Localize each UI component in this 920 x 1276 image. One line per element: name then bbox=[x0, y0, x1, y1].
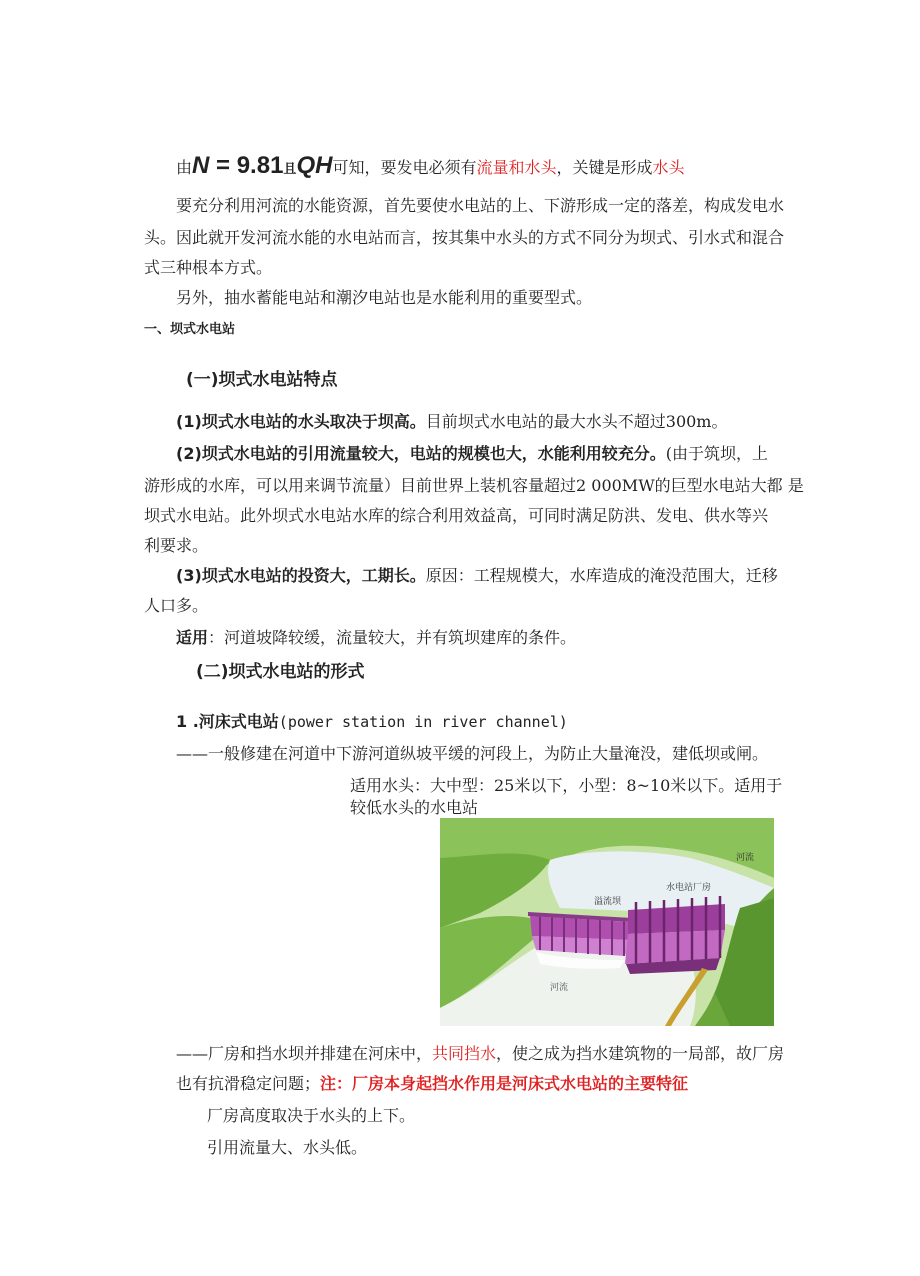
after-figure-line1 bbox=[176, 1044, 784, 1064]
after-figure-line3: 厂房高度取决于水头的上下。 bbox=[207, 1106, 416, 1125]
after-line1-a: ——厂房和挡水坝并排建在河床中， bbox=[176, 1044, 433, 1063]
intro-p1-line2: 头。因此就开发河流水能的水电站而言，按其集中水头的方式不同分为坝式、引水式和混合 bbox=[144, 228, 785, 247]
highlight-head: 水头 bbox=[652, 158, 685, 177]
point-2-line2: 游形成的水库，可以用来调节流量）目前世界上装机容量超过2 000MW的巨型水电站大都 是 bbox=[144, 476, 804, 495]
point-1 bbox=[176, 412, 727, 432]
formula-n: N = 9.81 bbox=[192, 152, 284, 179]
point-3-rest: 原因：工程规模大，水库造成的淹没范围大，迁移 bbox=[425, 566, 778, 585]
label-river-bottom: 河流 bbox=[550, 983, 569, 993]
formula-line bbox=[176, 152, 685, 184]
highlight-joint-retaining: 共同挡水 bbox=[432, 1044, 497, 1063]
intro-p1-line1: 要充分利用河流的水能资源，首先要使水电站的上、下游形成一定的落差，构成发电水 bbox=[176, 196, 785, 215]
point-3 bbox=[176, 566, 778, 586]
point-2-rest: (由于筑坝，上 bbox=[665, 444, 769, 463]
subsection-title-forms: (二)坝式水电站的形式 bbox=[196, 662, 365, 682]
item-1-name: 河床式电站 bbox=[198, 712, 279, 731]
point-2-line4: 利要求。 bbox=[144, 536, 209, 555]
point-2-line3: 坝式水电站。此外坝式水电站水库的综合利用效益高，可同时满足防洪、发电、供水等兴 bbox=[144, 506, 769, 525]
key-feature-note: 注：厂房本身起挡水作用是河床式水电站的主要特征 bbox=[320, 1074, 689, 1093]
subsection-title-features: (一)坝式水电站特点 bbox=[186, 370, 338, 390]
formula-prefix: 由 bbox=[176, 158, 193, 177]
section-title-dam-station: 一、坝式水电站 bbox=[144, 322, 236, 337]
after-figure-line2 bbox=[176, 1074, 688, 1094]
point-2 bbox=[176, 444, 768, 464]
apply-label: 适用 bbox=[176, 628, 209, 647]
head-range-line1: 适用水头：大中型：25米以下，小型：8~10米以下。适用于 bbox=[350, 776, 783, 795]
head-range-line2: 较低水头的水电站 bbox=[350, 798, 479, 817]
formula-mid2: ，关键是形成 bbox=[556, 158, 653, 177]
item-1 bbox=[176, 712, 568, 732]
river-bed-station-figure bbox=[440, 818, 774, 1026]
item-1-num: 1 . bbox=[176, 712, 199, 731]
point-3-line2: 人口多。 bbox=[144, 596, 209, 615]
formula-mid: 可知，要发电必须有 bbox=[332, 158, 477, 177]
apply-line bbox=[176, 628, 576, 648]
after-figure-line4: 引用流量大、水头低。 bbox=[207, 1138, 368, 1157]
point-2-bold: (2)坝式水电站的引用流量较大，电站的规模也大，水能利用较充分。 bbox=[176, 444, 666, 463]
intro-p2: 另外，抽水蓄能电站和潮汐电站也是水能利用的重要型式。 bbox=[176, 288, 593, 307]
formula-small-char: 且 bbox=[283, 162, 297, 177]
formula-qh: QH bbox=[296, 152, 333, 179]
after-line2-a: 也有抗滑稳定问题； bbox=[176, 1074, 321, 1093]
intro-p1-line3: 式三种根本方式。 bbox=[144, 258, 273, 277]
item-1-description: ——一般修建在河道中下游河道纵坡平缓的河段上，为防止大量淹没，建低坝或闸。 bbox=[176, 744, 769, 763]
point-3-bold: (3)坝式水电站的投资大，工期长。 bbox=[176, 566, 426, 585]
label-powerhouse: 水电站厂房 bbox=[666, 883, 712, 893]
label-dam: 溢流坝 bbox=[594, 897, 622, 907]
label-river-top: 河流 bbox=[736, 853, 755, 863]
point-1-bold: (1)坝式水电站的水头取决于坝高。 bbox=[176, 412, 426, 431]
after-line1-b: ，使之成为挡水建筑物的一局部，故厂房 bbox=[496, 1044, 785, 1063]
spillway-dam bbox=[528, 912, 632, 956]
point-1-rest: 目前坝式水电站的最大水头不超过300m。 bbox=[425, 412, 728, 431]
apply-text: ：河道坡降较缓，流量较大，并有筑坝建库的条件。 bbox=[208, 628, 577, 647]
highlight-flow-head: 流量和水头 bbox=[476, 158, 557, 177]
item-1-english: (power station in river channel) bbox=[278, 713, 568, 731]
